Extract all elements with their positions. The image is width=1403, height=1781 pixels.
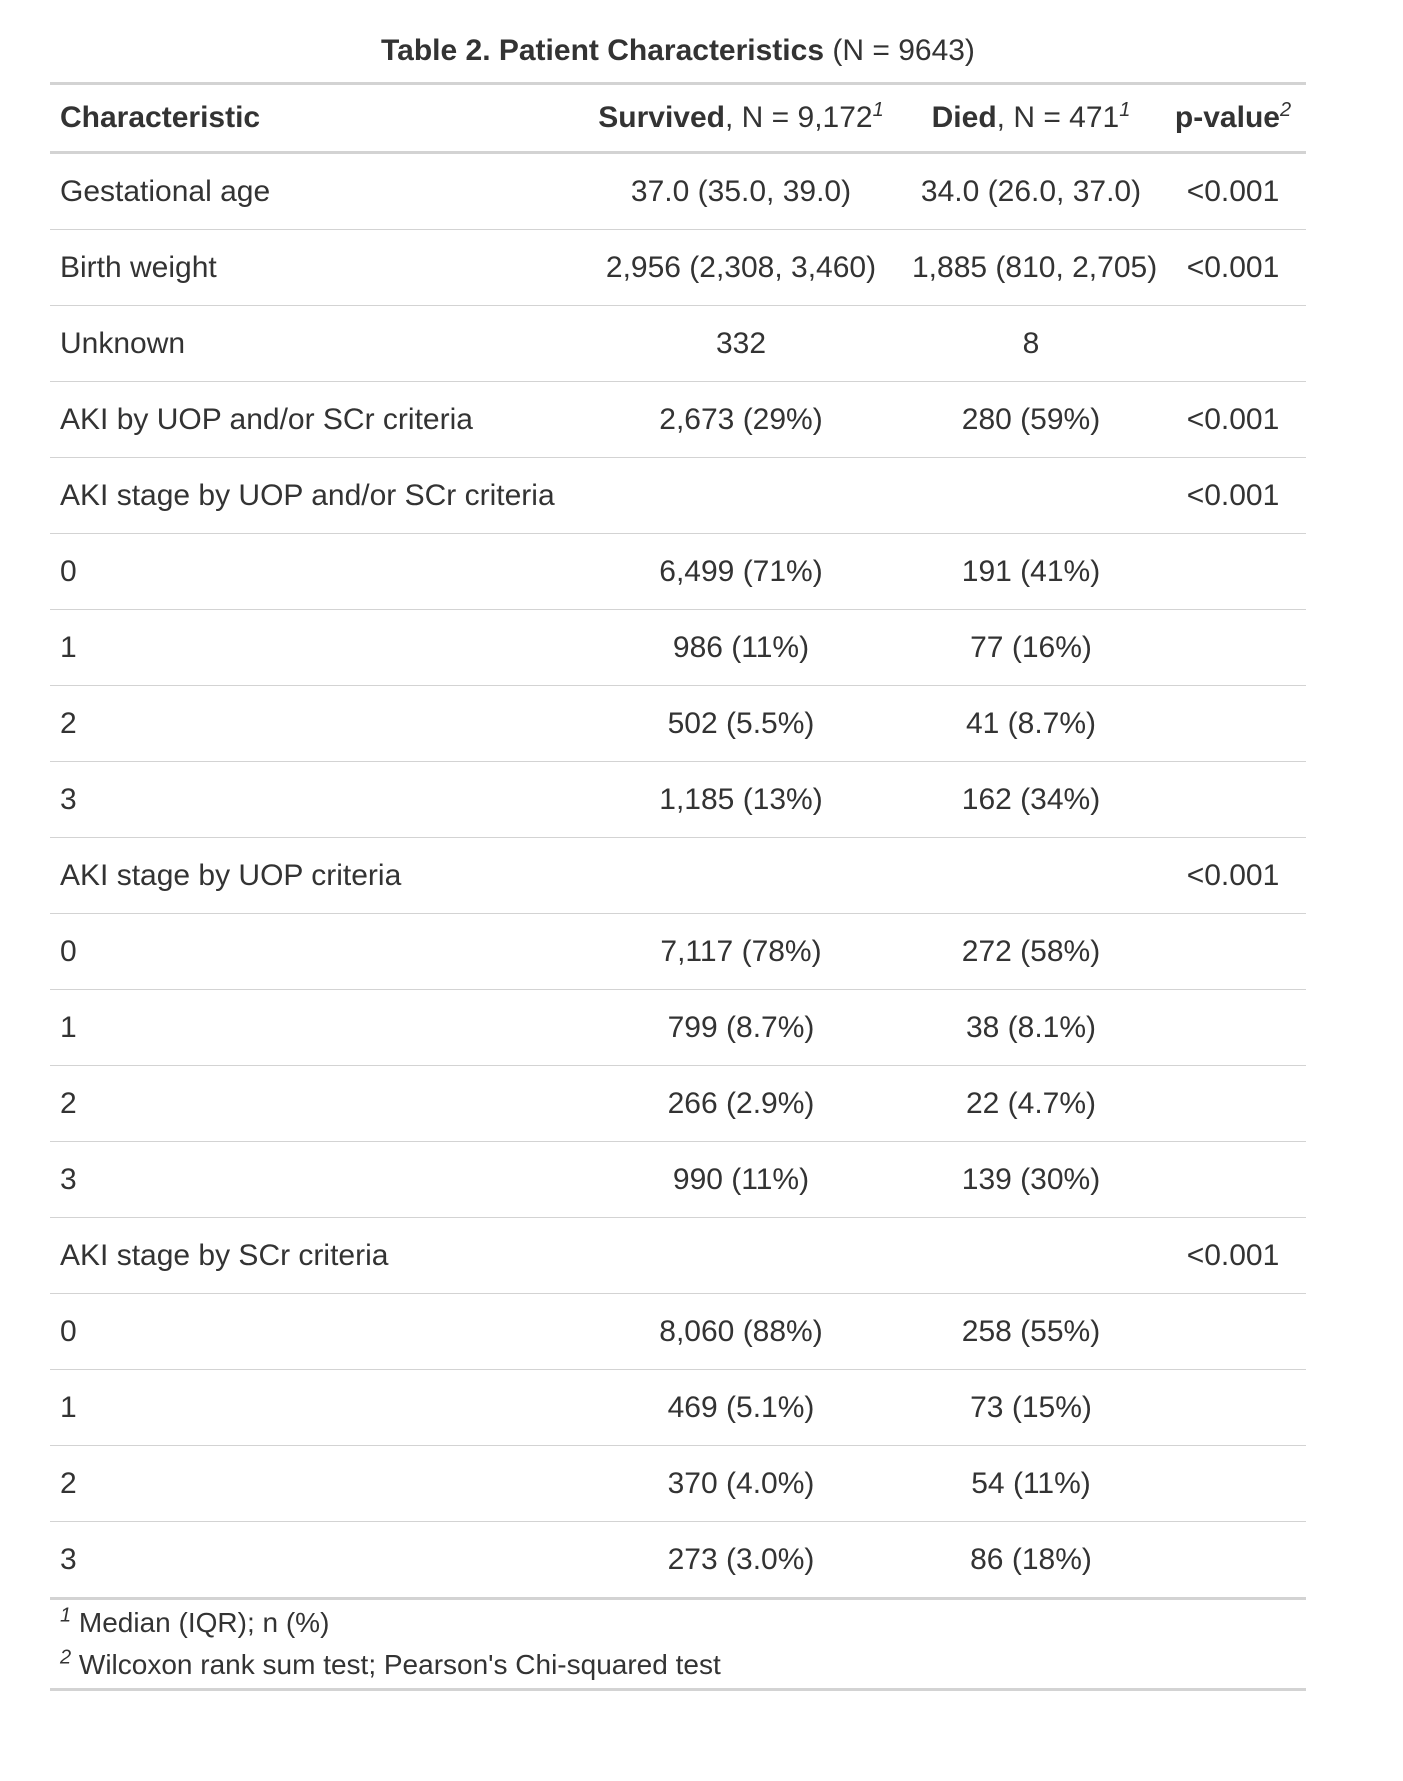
row-characteristic-cell: 1 <box>50 610 580 686</box>
footnote <box>60 1600 1296 1644</box>
row-characteristic-cell: AKI by UOP and/or SCr criteria <box>50 382 580 458</box>
row-p-value-cell <box>1160 1294 1306 1370</box>
row-survived-cell <box>580 838 902 914</box>
row-died-cell: 280 (59%) <box>902 382 1160 458</box>
row-p-value-cell <box>1160 762 1306 838</box>
row-characteristic-cell: AKI stage by UOP criteria <box>50 838 580 914</box>
row-survived-cell: 273 (3.0%) <box>580 1522 902 1599</box>
row-characteristic-cell: 1 <box>50 1370 580 1446</box>
caption-title-rest: (N = 9643) <box>824 34 975 67</box>
row-died-cell: 77 (16%) <box>902 610 1160 686</box>
row-p-value-cell <box>1160 1522 1306 1599</box>
footnote-text: Wilcoxon rank sum test; Pearson's Chi-squared test <box>71 1649 721 1680</box>
header-row <box>50 84 1306 153</box>
table-row <box>50 1522 1306 1599</box>
row-p-value-cell: <0.001 <box>1160 838 1306 914</box>
row-died-cell <box>902 838 1160 914</box>
row-characteristic-cell: 0 <box>50 914 580 990</box>
row-died-cell: 272 (58%) <box>902 914 1160 990</box>
row-died-cell <box>902 1218 1160 1294</box>
row-p-value-cell: <0.001 <box>1160 1218 1306 1294</box>
table-footer <box>50 1599 1306 1690</box>
table-header <box>50 84 1306 153</box>
row-died-cell: 41 (8.7%) <box>902 686 1160 762</box>
row-characteristic-cell: AKI stage by SCr criteria <box>50 1218 580 1294</box>
row-survived-cell: 7,117 (78%) <box>580 914 902 990</box>
row-survived-cell <box>580 1218 902 1294</box>
header-survived-label: Survived <box>598 101 725 134</box>
header-characteristic <box>50 84 580 153</box>
row-characteristic-cell: Birth weight <box>50 230 580 306</box>
row-p-value-cell: <0.001 <box>1160 458 1306 534</box>
header-survived-footnote-mark: 1 <box>872 99 884 121</box>
header-survived <box>580 84 902 153</box>
table-row <box>50 1370 1306 1446</box>
row-survived-cell: 502 (5.5%) <box>580 686 902 762</box>
table-row <box>50 1218 1306 1294</box>
header-died-label: Died <box>931 101 997 134</box>
header-survived-n: , N = 9,172 <box>725 101 873 134</box>
header-characteristic-label: Characteristic <box>60 101 261 134</box>
row-characteristic-cell: 0 <box>50 534 580 610</box>
header-p-value-label: p-value <box>1174 101 1280 134</box>
row-died-cell <box>902 458 1160 534</box>
row-died-cell: 139 (30%) <box>902 1142 1160 1218</box>
row-p-value-cell: <0.001 <box>1160 382 1306 458</box>
row-p-value-cell <box>1160 534 1306 610</box>
row-p-value-cell: <0.001 <box>1186 174 1280 208</box>
table-row <box>50 686 1306 762</box>
row-died-cell: 22 (4.7%) <box>902 1066 1160 1142</box>
row-p-value-cell <box>1160 1142 1306 1218</box>
row-characteristic-cell: 2 <box>50 1446 580 1522</box>
row-p-value-cell <box>1160 306 1306 382</box>
row-characteristic-cell: 0 <box>50 1294 580 1370</box>
row-survived-cell: 370 (4.0%) <box>580 1446 902 1522</box>
table-row <box>50 990 1306 1066</box>
row-died-cell: 34.0 (26.0, 37.0) <box>920 174 1142 208</box>
row-p-value-cell <box>1160 1066 1306 1142</box>
row-survived-cell: 2,673 (29%) <box>580 382 902 458</box>
row-p-value-cell <box>1160 686 1306 762</box>
row-survived-cell: 469 (5.1%) <box>580 1370 902 1446</box>
row-died-cell: 1,885 (810, 2,705) <box>902 230 1160 306</box>
patient-characteristics-table-container <box>50 30 1306 1691</box>
row-p-value-cell <box>1160 990 1306 1066</box>
row-p-value-cell <box>1160 1446 1306 1522</box>
row-p-value-cell <box>1160 610 1306 686</box>
row-characteristic-cell: 2 <box>50 1066 580 1142</box>
table-row <box>50 458 1306 534</box>
row-died-cell: 73 (15%) <box>902 1370 1160 1446</box>
table-row <box>50 153 1306 230</box>
table-body <box>50 153 1306 1599</box>
row-characteristic-cell: Unknown <box>50 306 580 382</box>
header-p-value-footnote-mark: 2 <box>1279 99 1292 121</box>
row-survived-cell: 799 (8.7%) <box>580 990 902 1066</box>
row-p-value-cell <box>1160 1370 1306 1446</box>
header-died-n: , N = 471 <box>996 101 1120 134</box>
row-died-cell: 191 (41%) <box>902 534 1160 610</box>
table-row <box>50 1294 1306 1370</box>
row-characteristic-cell: 3 <box>50 762 580 838</box>
table-row <box>50 306 1306 382</box>
footnote-text: Median (IQR); n (%) <box>71 1607 330 1638</box>
row-p-value-cell <box>1160 914 1306 990</box>
row-survived-cell: 266 (2.9%) <box>580 1066 902 1142</box>
row-characteristic-cell: 2 <box>50 686 580 762</box>
table-row <box>50 534 1306 610</box>
row-characteristic-cell: Gestational age <box>60 174 271 208</box>
row-survived-cell: 6,499 (71%) <box>580 534 902 610</box>
patient-characteristics-table <box>50 82 1306 1691</box>
row-died-cell: 258 (55%) <box>902 1294 1160 1370</box>
caption-title-bold: Table 2. Patient Characteristics <box>381 34 825 67</box>
table-row <box>50 610 1306 686</box>
footnote-mark: 1 <box>60 1604 72 1627</box>
row-survived-cell: 37.0 (35.0, 39.0) <box>630 174 852 208</box>
row-characteristic-cell: 3 <box>50 1522 580 1599</box>
table-caption <box>50 30 1306 82</box>
row-characteristic-cell: 3 <box>50 1142 580 1218</box>
row-survived-cell: 2,956 (2,308, 3,460) <box>580 230 902 306</box>
header-died <box>902 84 1160 153</box>
table-row <box>50 382 1306 458</box>
table-row <box>50 1142 1306 1218</box>
table-row <box>50 1066 1306 1142</box>
table-row <box>50 762 1306 838</box>
row-survived-cell: 8,060 (88%) <box>580 1294 902 1370</box>
row-survived-cell <box>580 458 902 534</box>
row-characteristic-cell: AKI stage by UOP and/or SCr criteria <box>50 458 580 534</box>
footnote-mark: 2 <box>60 1646 72 1669</box>
row-survived-cell: 986 (11%) <box>580 610 902 686</box>
footnote-row <box>50 1599 1306 1690</box>
table-row <box>50 1446 1306 1522</box>
table-row <box>50 230 1306 306</box>
footnotes <box>50 1599 1306 1690</box>
table-row <box>50 914 1306 990</box>
row-survived-cell: 990 (11%) <box>580 1142 902 1218</box>
row-died-cell: 54 (11%) <box>902 1446 1160 1522</box>
footnote <box>60 1644 1296 1688</box>
row-characteristic-cell: 1 <box>50 990 580 1066</box>
row-died-cell: 162 (34%) <box>902 762 1160 838</box>
header-died-footnote-mark: 1 <box>1119 99 1131 121</box>
row-died-cell: 38 (8.1%) <box>902 990 1160 1066</box>
row-died-cell: 86 (18%) <box>902 1522 1160 1599</box>
row-died-cell: 8 <box>902 306 1160 382</box>
row-survived-cell: 1,185 (13%) <box>580 762 902 838</box>
row-survived-cell: 332 <box>580 306 902 382</box>
header-p-value <box>1160 84 1306 153</box>
table-row <box>50 838 1306 914</box>
row-p-value-cell: <0.001 <box>1160 230 1306 306</box>
